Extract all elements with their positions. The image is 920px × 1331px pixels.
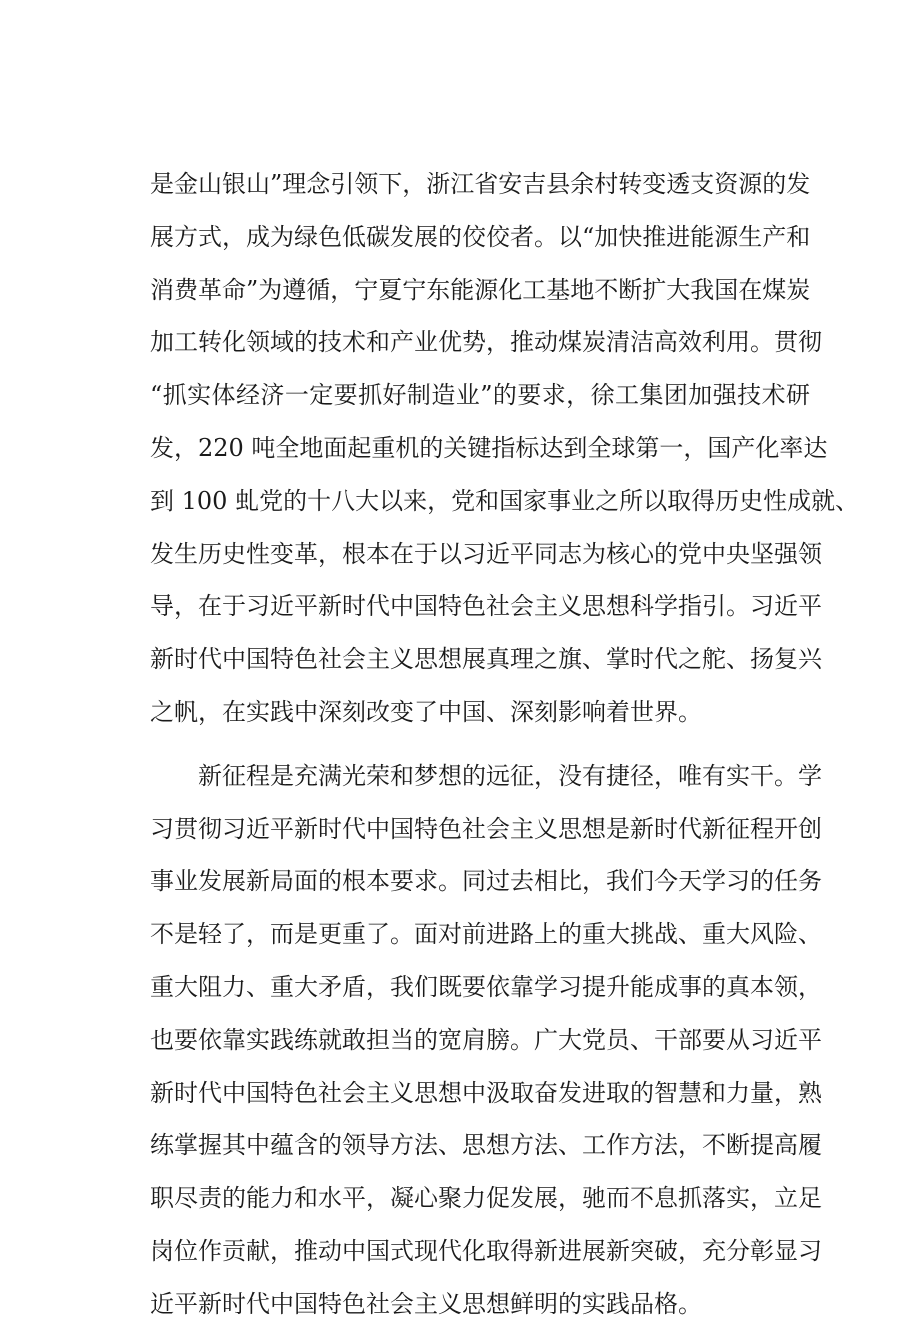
- paragraph-line: 事业发展新局面的根本要求。同过去相比，我们今天学习的任务: [150, 867, 822, 896]
- paragraph-line: 导，在于习近平新时代中国特色社会主义思想科学指引。习近平: [150, 592, 822, 621]
- paragraph-line: 加工转化领域的技术和产业优势，推动煤炭清洁高效利用。贯彻: [150, 328, 822, 357]
- paragraph-line: 发生历史性变革，根本在于以习近平同志为核心的党中央坚强领: [150, 539, 822, 568]
- document-body: [150, 158, 860, 1331]
- paragraph-line: 近平新时代中国特色社会主义思想鲜明的实践品格。: [150, 1289, 702, 1318]
- paragraph-line: 到 100 虬党的十八大以来，党和国家事业之所以取得历史性成就、: [150, 486, 860, 515]
- paragraph-line: 展方式，成为绿色低碳发展的佼佼者。以“加快推进能源生产和: [150, 222, 811, 251]
- paragraph-line: “抓实体经济一定要抓好制造业”的要求，徐工集团加强技术研: [150, 381, 810, 410]
- paragraph-line: 之帆，在实践中深刻改变了中国、深刻影响着世界。: [150, 697, 702, 726]
- paragraph-line: 是金山银山”理念引领下，浙江省安吉县余村转变透支资源的发: [150, 170, 811, 198]
- paragraph-line: 新时代中国特色社会主义思想展真理之旗、掌时代之舵、扬复兴: [150, 645, 822, 674]
- paragraph-line: 重大阻力、重大矛盾，我们既要依靠学习提升能成事的真本领，: [150, 972, 822, 1001]
- paragraph-gap: [150, 739, 810, 750]
- paragraph-line: 消费革命”为遵循，宁夏宁东能源化工基地不断扩大我国在煤炭: [150, 275, 811, 304]
- paragraph-line: 练掌握其中蕴含的领导方法、思想方法、工作方法，不断提高履: [150, 1131, 822, 1160]
- paragraph-line: 发，220 吨全地面起重机的关键指标达到全球第一，国产化率达: [150, 433, 828, 462]
- paragraph-line: 职尽责的能力和水平，凝心聚力促发展，驰而不息抓落实，立足: [150, 1184, 822, 1213]
- paragraph-line: 新征程是充满光荣和梦想的远征，没有捷径，唯有实干。学: [198, 761, 822, 790]
- paragraph-line: 不是轻了，而是更重了。面对前进路上的重大挑战、重大风险、: [150, 920, 822, 949]
- paragraph-2: [150, 750, 822, 1331]
- paragraph-1: [150, 158, 860, 739]
- paragraph-line: 习贯彻习近平新时代中国特色社会主义思想是新时代新征程开创: [150, 814, 822, 843]
- paragraph-line: 也要依靠实践练就敢担当的宽肩膀。广大党员、干部要从习近平: [150, 1025, 822, 1054]
- paragraph-line: 新时代中国特色社会主义思想中汲取奋发进取的智慧和力量，熟: [150, 1078, 822, 1107]
- paragraph-line: 岗位作贡献，推动中国式现代化取得新进展新突破，充分彰显习: [150, 1236, 822, 1265]
